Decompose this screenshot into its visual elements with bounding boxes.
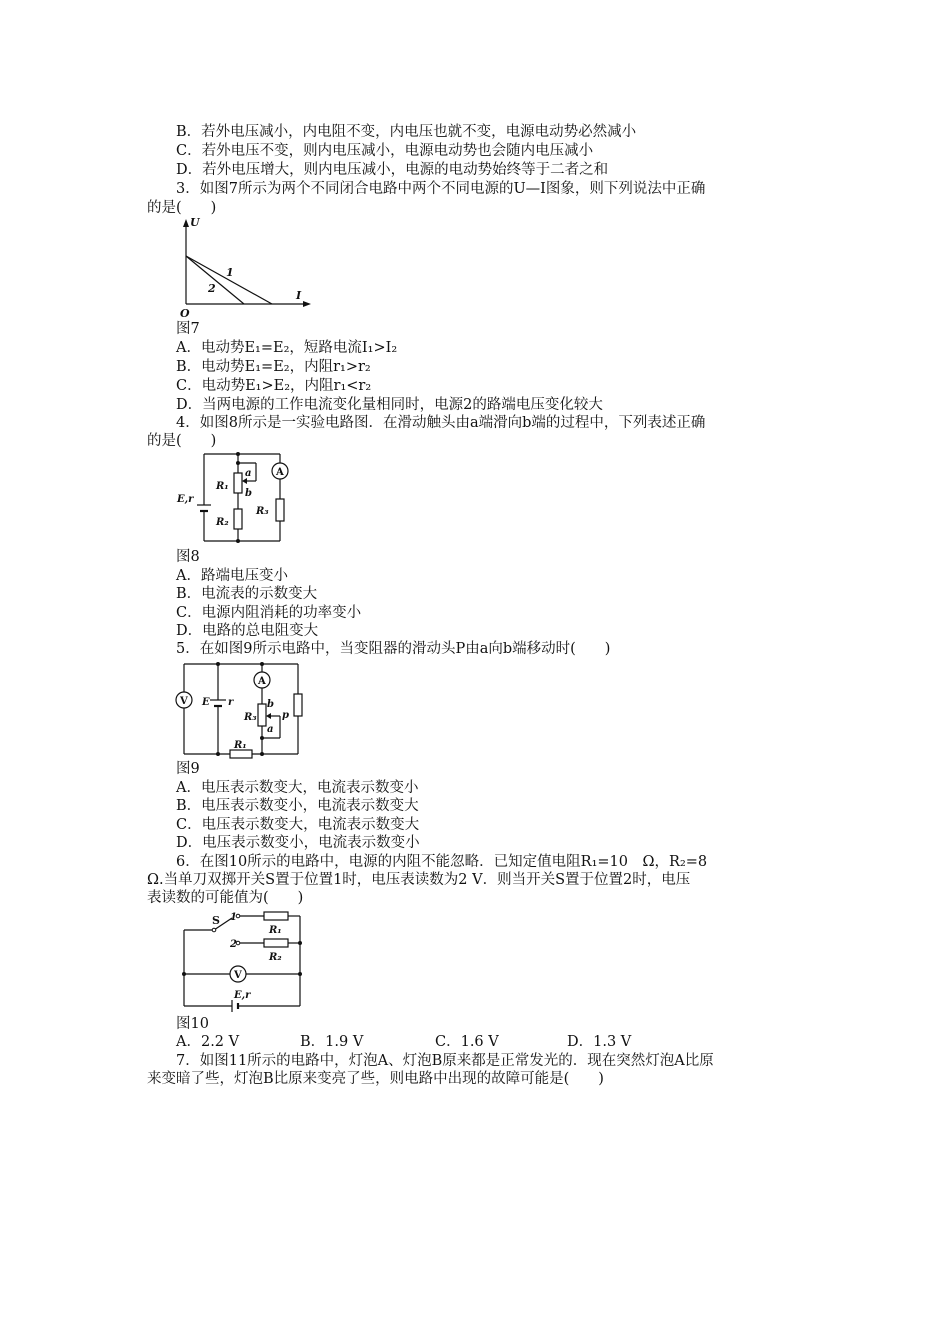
y-axis-label: U xyxy=(190,216,200,229)
voltmeter-label: V xyxy=(180,696,188,707)
q4-stem: 4．如图8所示是一实验电路图．在滑动触头由a端滑向b端的过程中，下列表述正确 xyxy=(176,415,706,431)
q6-option-d: D．1.3 V xyxy=(567,1034,632,1050)
x-axis-label: I xyxy=(296,289,302,302)
q6-option-a: A．2.2 V xyxy=(176,1034,240,1050)
q4-option-d: D．电路的总电阻变大 xyxy=(176,623,319,639)
q2-option-c: C．若外电压不变，则内电压减小，电源电动势也会随内电压减小 xyxy=(176,143,594,159)
r2-label: R₂ xyxy=(216,517,229,528)
r3-label: R₃ xyxy=(244,712,257,723)
q6-stem-cont2: 表读数的可能值为( ) xyxy=(147,890,304,906)
q5-option-c: C．电压表示数变大，电流表示数变大 xyxy=(176,817,420,833)
position-1-label: 1 xyxy=(230,912,237,923)
q5-stem: 5．在如图9所示电路中，当变阻器的滑动头P由a向b端移动时( ) xyxy=(176,641,611,657)
q3-option-d: D．当两电源的工作电流变化量相同时，电源2的路端电压变化较大 xyxy=(176,397,603,413)
end-a-label: a xyxy=(267,724,274,735)
q4-option-b: B．电流表的示数变大 xyxy=(176,586,318,602)
q7-stem: 7．如图11所示的电路中，灯泡A、灯泡B原来都是正常发光的．现在突然灯泡A比原 xyxy=(176,1053,714,1069)
figure-7-ui-graph xyxy=(168,216,318,321)
internal-r-label: r xyxy=(228,697,234,708)
slider-a-label: a xyxy=(245,468,252,479)
figure-10-caption: 图10 xyxy=(176,1016,209,1032)
r1-label: R₁ xyxy=(234,740,247,751)
q6-option-b: B．1.9 V xyxy=(300,1034,364,1050)
emf-label: E xyxy=(202,697,210,708)
q4-option-c: C．电源内阻消耗的功率变小 xyxy=(176,605,362,621)
origin-label: O xyxy=(180,307,190,320)
r1-label: R₁ xyxy=(216,481,229,492)
slider-p-label: p xyxy=(282,710,289,721)
q3-option-c: C．电动势E₁>E₂，内阻r₁<r₂ xyxy=(176,378,372,394)
figure-9-caption: 图9 xyxy=(176,761,200,777)
switch-label: S xyxy=(212,914,220,927)
q3-option-b: B．电动势E₁=E₂，内阻r₁>r₂ xyxy=(176,359,371,375)
q6-option-c: C．1.6 V xyxy=(435,1034,499,1050)
q5-option-d: D．电压表示数变小，电流表示数变小 xyxy=(176,835,420,851)
ammeter-label: A xyxy=(258,676,266,687)
figure-8-circuit xyxy=(172,448,302,546)
q6-stem-cont1: Ω.当单刀双掷开关S置于位置1时，电压表读数为2 V．则当开关S置于位置2时，电压 xyxy=(147,872,691,888)
q3-stem-cont: 的是( ) xyxy=(147,200,217,216)
q2-option-b: B．若外电压减小，内电阻不变，内电压也就不变，电源电动势必然减小 xyxy=(176,124,637,140)
slider-b-label: b xyxy=(245,488,252,499)
figure-7-caption: 图7 xyxy=(176,321,200,337)
end-b-label: b xyxy=(267,699,274,710)
q4-option-a: A．路端电压变小 xyxy=(176,568,288,584)
figure-8-caption: 图8 xyxy=(176,549,200,565)
q2-option-d: D．若外电压增大，则内电压减小，电源的电动势始终等于二者之和 xyxy=(176,162,609,178)
q5-option-a: A．电压表示数变大，电流表示数变小 xyxy=(176,780,419,796)
r3-label: R₃ xyxy=(256,506,269,517)
r2-label: R₂ xyxy=(269,952,282,963)
source-label: E,r xyxy=(234,990,251,1001)
q6-options xyxy=(176,1033,631,1051)
figure-10-circuit xyxy=(174,906,309,1016)
position-2-label: 2 xyxy=(230,939,237,950)
figure-9-circuit xyxy=(174,660,309,760)
line-1-label: 1 xyxy=(226,266,234,279)
q3-stem: 3．如图7所示为两个不同闭合电路中两个不同电源的U—I图象，则下列说法中正确 xyxy=(176,181,706,197)
voltmeter-label: V xyxy=(234,970,242,981)
q6-stem: 6．在图10所示的电路中，电源的内阻不能忽略．已知定值电阻R₁=10 Ω，R₂=8 xyxy=(176,854,708,870)
q4-stem-cont: 的是( ) xyxy=(147,433,217,449)
line-2-label: 2 xyxy=(208,282,216,295)
q7-stem-cont: 来变暗了些，灯泡B比原来变亮了些，则电路中出现的故障可能是( ) xyxy=(147,1071,604,1087)
source-label: E,r xyxy=(177,494,194,505)
ammeter-label: A xyxy=(276,467,284,478)
q5-option-b: B．电压表示数变小，电流表示数变大 xyxy=(176,798,419,814)
q3-option-a: A．电动势E₁=E₂，短路电流I₁>I₂ xyxy=(176,340,398,356)
r1-label: R₁ xyxy=(269,925,282,936)
